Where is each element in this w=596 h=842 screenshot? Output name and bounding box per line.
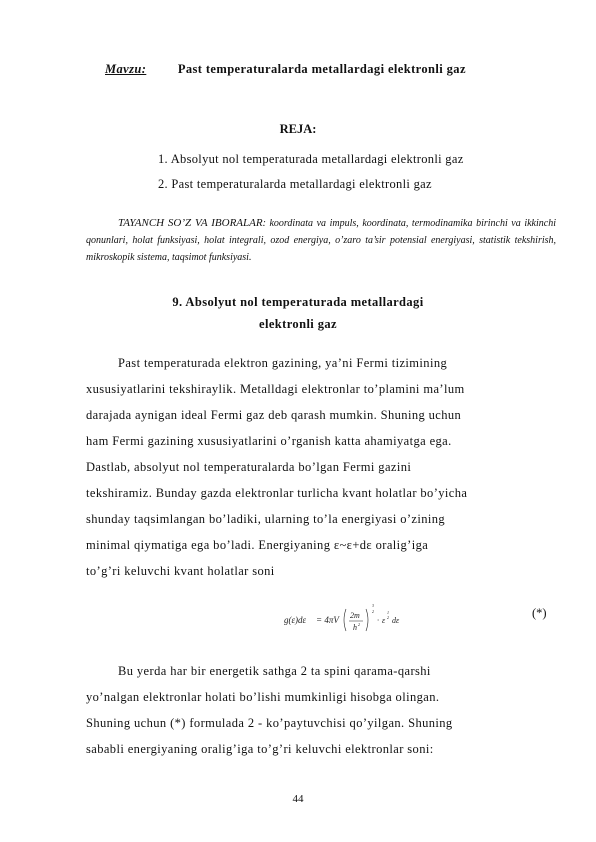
keywords-block	[86, 215, 556, 266]
formula-eq: = 4πV	[316, 615, 339, 625]
eps-exp-num: 1	[387, 610, 389, 615]
plan-item-2: 2. Past temperaturalarda metallardagi elektronli gaz	[158, 177, 432, 191]
formula-eps: ε	[382, 616, 386, 625]
topic-line	[105, 62, 466, 77]
paragraph-line: tekshiramiz. Bunday gazda elektronlar turlicha kvant holatlar bo’yicha	[86, 486, 468, 500]
formula-num: 2m	[350, 611, 360, 620]
paragraph-line: sababli energiyaning oralig’iga to’g’ri keluvchi elektronlar soni:	[86, 742, 434, 756]
formula-tag: (*)	[532, 606, 547, 620]
page-number: 44	[292, 793, 304, 805]
formula-dot: ·	[377, 616, 379, 625]
left-paren	[344, 609, 346, 631]
outer-exp-den: 2	[372, 609, 374, 614]
paragraph-line: darajada aynigan ideal Fermi gaz deb qarash mumkin. Shuning uchun	[86, 408, 462, 422]
formula-den-exp: 2	[358, 622, 360, 627]
keywords-text: : koordinata va impuls, koordinata, termodinamika birinchi va ikkinchi qonunlari, holat funksiyasi, holat integrali, ozod energiya, o’zaro ta’sir potensial energiyasi, statistik tekshirish, mikroskopik sistema, taqsimot funksiyasi.	[86, 218, 556, 263]
paragraph-line: minimal qiymatiga ega bo’ladi. Energiyaning ε~ε+dε oralig’iga	[86, 538, 429, 552]
paragraph-line: Shuning uchun (*) formulada 2 - ko’paytuvchisi qo’yilgan. Shuning	[86, 716, 453, 730]
paragraph-line: Bu yerda har bir energetik sathga 2 ta spini qarama-qarshi	[118, 664, 431, 678]
topic-label: Mavzu:	[105, 62, 147, 76]
plan-item-1: 1. Absolyut nol temperaturada metallardagi elektronli gaz	[158, 152, 464, 166]
formula-den: h	[353, 623, 357, 632]
paragraph-2	[86, 658, 556, 762]
paragraph-line: Dastlab, absolyut nol temperaturalarda bo’lgan Fermi gazini	[86, 460, 412, 474]
eps-exp-den: 2	[387, 615, 389, 620]
paragraph-line: shunday taqsimlangan bo’ladiki, ularning to’la energiyasi o’zining	[86, 512, 446, 526]
plan-heading: REJA:	[279, 122, 317, 136]
topic-title: Past temperaturalarda metallardagi elektronli gaz	[177, 62, 466, 76]
formula-deps: dε	[392, 616, 400, 625]
density-of-states-formula	[284, 595, 424, 645]
formula-lhs: g(ε)dε	[284, 615, 307, 625]
section-title-line1: 9. Absolyut nol temperaturada metallardagi	[172, 295, 424, 309]
paragraph-line: ham Fermi gazining xususiyatlarini o’rganish katta ahamiyatga ega.	[86, 434, 452, 448]
keywords-heading: TAYANCH SO’Z VA IBORALAR	[118, 217, 263, 229]
paragraph-line: xususiyatlarini tekshiraylik. Metalldagi elektronlar to’plamini ma’lum	[86, 382, 465, 396]
paragraph-line: yo’nalgan elektronlar holati bo’lishi mumkinligi hisobga olingan.	[86, 690, 440, 704]
paragraph-line: to’g’ri keluvchi kvant holatlar soni	[86, 564, 275, 578]
paragraph-line: Past temperaturada elektron gazining, ya’ni Fermi tizimining	[118, 356, 448, 370]
paragraph-1	[86, 350, 556, 584]
right-paren	[366, 609, 368, 631]
section-title-line2: elektronli gaz	[259, 317, 337, 331]
outer-exp-num: 3	[372, 603, 374, 608]
